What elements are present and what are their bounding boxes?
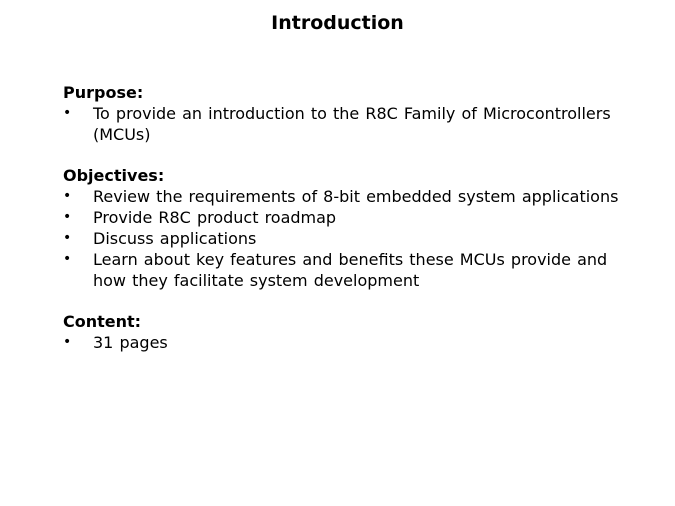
list-item: [63, 249, 623, 291]
bullet-icon: •: [63, 251, 72, 267]
list-item: [63, 207, 623, 228]
bullet-list: [63, 186, 623, 291]
bullet-icon: •: [63, 230, 72, 246]
list-item: [63, 103, 623, 145]
section-content: [63, 311, 623, 353]
bullet-list: [63, 103, 623, 145]
bullet-icon: •: [63, 105, 72, 121]
slide-title: Introduction: [271, 12, 404, 34]
list-item: [63, 332, 623, 353]
slide-content: [63, 82, 623, 353]
list-item: [63, 186, 623, 207]
bullet-icon: •: [63, 188, 72, 204]
list-item-text: Learn about key features and benefits these MCUs provide and how they facilitate system development: [93, 250, 608, 290]
section-heading: Content:: [63, 312, 142, 331]
list-item-text: Provide R8C product roadmap: [93, 208, 337, 227]
bullet-icon: •: [63, 209, 72, 225]
list-item-text: 31 pages: [93, 333, 168, 352]
list-item-text: Review the requirements of 8-bit embedded system applications: [93, 187, 619, 206]
list-item-text: To provide an introduction to the R8C Family of Microcontrollers (MCUs): [93, 104, 611, 144]
section-purpose: [63, 82, 623, 145]
bullet-icon: •: [63, 334, 72, 350]
bullet-list: [63, 332, 623, 353]
list-item: [63, 228, 623, 249]
section-objectives: [63, 165, 623, 291]
list-item-text: Discuss applications: [93, 229, 257, 248]
section-heading: Objectives:: [63, 166, 165, 185]
section-heading: Purpose:: [63, 83, 144, 102]
